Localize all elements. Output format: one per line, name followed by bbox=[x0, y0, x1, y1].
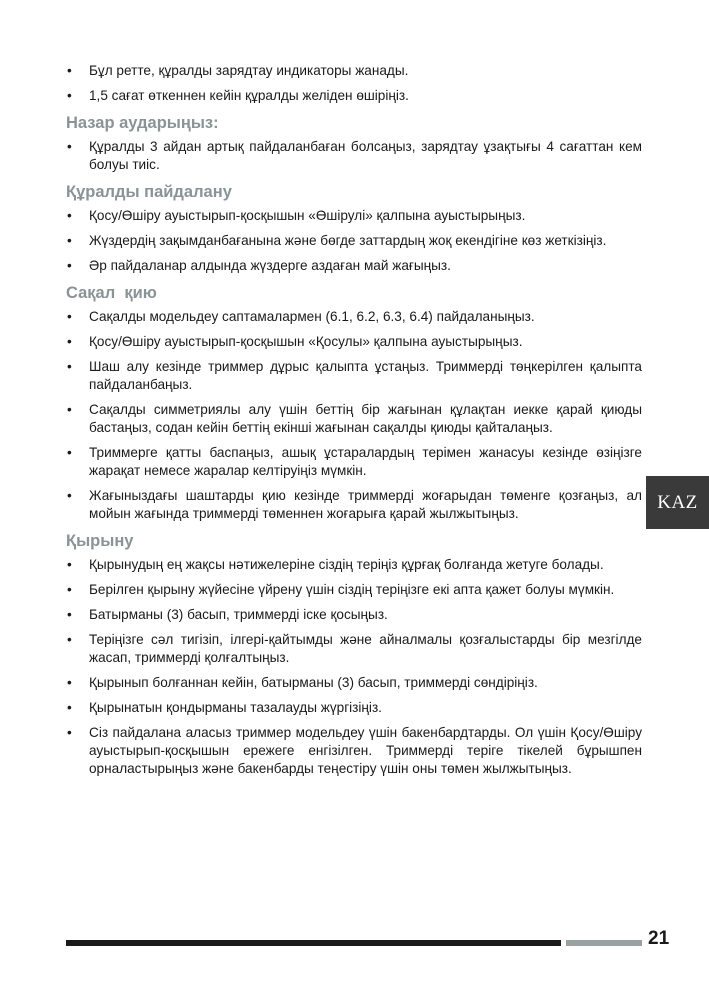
list-item: • Берілген қырыну жүйесіне үйрену үшін сіздің теріңізге екі апта қажет болуы мүмкін. bbox=[67, 582, 615, 597]
list-item: • Қосу/Өшіру ауыстырып-қосқышын «Қосулы» қалпына ауыстырыңыз. bbox=[67, 334, 523, 349]
list-item: • Қырынып болғаннан кейін, батырманы (3) басып, триммерді сөндіріңіз. bbox=[67, 675, 538, 690]
bullet-icon: • bbox=[67, 88, 72, 103]
list-item: • Қосу/Өшіру ауыстырып-қосқышын «Өшірулі» қалпына ауыстырыңыз. bbox=[67, 208, 526, 223]
section-title-shaving: Қырыну bbox=[66, 532, 134, 550]
bullet-icon: • bbox=[67, 63, 72, 78]
bullet-icon: • bbox=[67, 557, 72, 572]
bullet-icon: • bbox=[67, 359, 72, 374]
bullet-icon: • bbox=[67, 488, 72, 503]
bullet-icon: • bbox=[67, 632, 72, 647]
list-item: • Батырманы (3) басып, триммерді іске қосыңыз. bbox=[67, 607, 388, 622]
footer-rule-light bbox=[566, 940, 642, 946]
list-item: • Әр пайдаланар алдында жүздерге аздаған май жағыңыз. bbox=[67, 258, 451, 273]
bullet-icon: • bbox=[67, 445, 72, 460]
list-item: • Бұл ретте, құралды зарядтау индикаторы жанады. bbox=[67, 63, 409, 78]
list-item: • Шаш алу кезінде триммер дұрыс қалыпта ұстаңыз. Триммерді төңкерілген қалыпта пайдаланбаңыз. bbox=[67, 359, 642, 392]
bullet-icon: • bbox=[67, 700, 72, 715]
list-item: • Сіз пайдалана аласыз триммер модельдеу үшін бакенбардтарды. Ол үшін Қосу/Өшіру ауыстырып-қосқышын ережеге енгізілген. Триммерді теріге тікелей бұрышпен орналастырыңыз және бакенбарды теңестіру үшін оны төмен жылжытыңыз. bbox=[67, 725, 642, 776]
bullet-icon: • bbox=[67, 402, 72, 417]
bullet-icon: • bbox=[67, 258, 72, 273]
list-item: • Триммерге қатты баспаңыз, ашық ұстаралардың терімен жанасуы кезінде өзіңізге жарақат немесе жаралар келтіруіңіз мүмкін. bbox=[67, 445, 642, 478]
bullet-icon: • bbox=[67, 139, 72, 154]
bullet-icon: • bbox=[67, 334, 72, 349]
list-item: • 1,5 сағат өткеннен кейін құралды желіден өшіріңіз. bbox=[67, 88, 409, 103]
language-tab: KAZ bbox=[646, 476, 709, 529]
list-item: • Сақалды симметриялы алу үшін беттің бір жағынан құлақтан иекке қарай қиюды бастаңыз, содан кейін беттің екінші жағынан сақалды қиюды қайталаңыз. bbox=[67, 402, 642, 435]
bullet-icon: • bbox=[67, 309, 72, 324]
list-item: • Қырынудың ең жақсы нәтижелеріне сіздің теріңіз құрғақ болғанда жетуге болады. bbox=[67, 557, 604, 572]
bullet-icon: • bbox=[67, 607, 72, 622]
list-item: • Қырынатын қондырманы тазалауды жүргізіңіз. bbox=[67, 700, 382, 715]
usage-list bbox=[66, 207, 642, 275]
bullet-icon: • bbox=[67, 208, 72, 223]
page-number: 21 bbox=[648, 928, 670, 949]
bullet-icon: • bbox=[67, 582, 72, 597]
list-item: • Жүздердің зақымданбағанына және бөгде заттардың жоқ екендігіне көз жеткізіңіз. bbox=[67, 233, 607, 248]
section-title-beard: Сақал қию bbox=[66, 284, 157, 302]
section-title-usage: Құралды пайдалану bbox=[66, 183, 232, 201]
bullet-icon: • bbox=[67, 675, 72, 690]
page-content bbox=[66, 62, 642, 785]
list-item: • Жағыныздағы шаштарды қию кезінде триммерді жоғарыдан төменге қозғаңыз, ал мойын жағында триммерді төменнен жоғарыға қарай жылжытыңыз. bbox=[67, 488, 642, 521]
section-title-attention: Назар аударыңыз: bbox=[66, 114, 219, 132]
bullet-icon: • bbox=[67, 233, 72, 248]
shaving-list bbox=[66, 556, 642, 778]
beard-list bbox=[66, 308, 642, 523]
list-item: • Сақалды модельдеу саптамалармен (6.1, 6.2, 6.3, 6.4) пайдаланыңыз. bbox=[67, 309, 535, 324]
footer-rule-dark bbox=[66, 940, 561, 946]
bullet-icon: • bbox=[67, 725, 72, 740]
list-item: • Құралды 3 айдан артық пайдаланбаған болсаңыз, зарядтау ұзақтығы 4 сағаттан кем болуы тиіс. bbox=[67, 139, 642, 172]
intro-list bbox=[66, 62, 642, 105]
attention-list bbox=[66, 138, 642, 174]
list-item: • Теріңізге сәл тигізіп, ілгері-қайтымды және айналмалы қозғалыстарды бір мезгілде жасап, триммерді қолғалтыңыз. bbox=[67, 632, 642, 665]
